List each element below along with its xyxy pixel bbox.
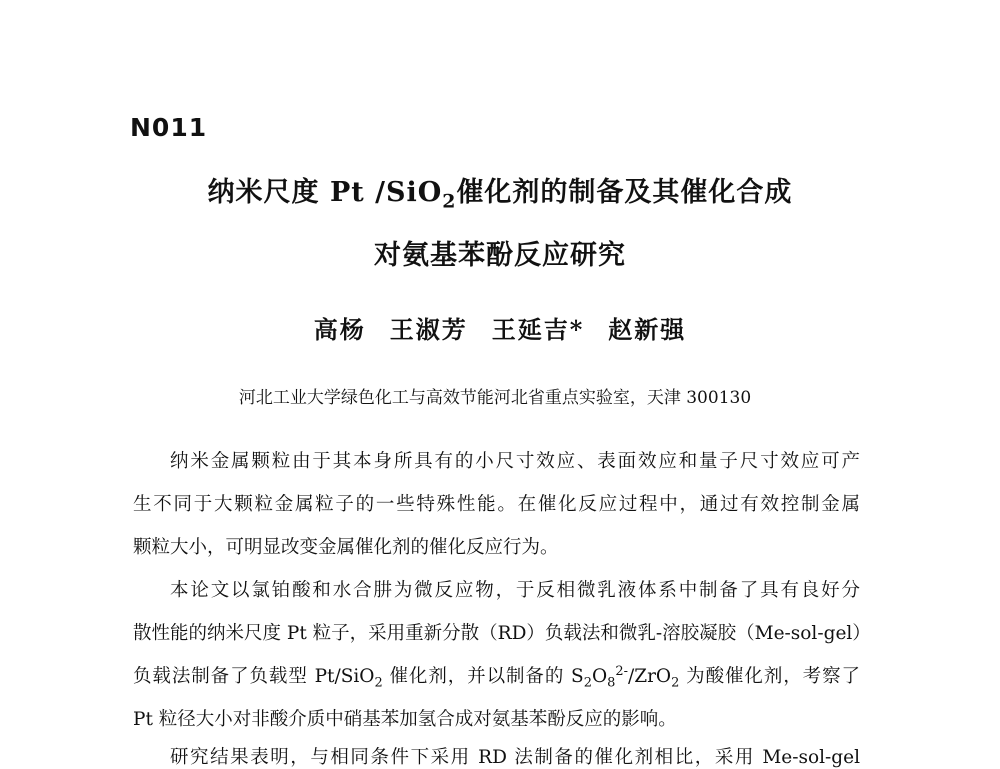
p2-l3-part-a: 负载法制备了负载型 Pt/SiO [133, 666, 375, 687]
p2-l3-sub-3: 8 [607, 675, 616, 691]
author-2: 王淑芳 [389, 315, 468, 344]
paragraph-2-line-2: 散性能的纳米尺度 Pt 粒子，采用重新分散（RD）负载法和微乳-溶胶凝胶（Me-sol-gel） [133, 623, 871, 644]
author-3: 王延吉* [491, 315, 585, 344]
title-line1-part-a: 纳米尺度 Pt /SiO [207, 177, 443, 208]
p2-l3-sub-1: 2 [374, 675, 383, 691]
paragraph-2-line-1: 本论文以氯铂酸和水合肼为微反应物，于反相微乳液体系中制备了具有良好分 [170, 580, 860, 601]
p2-l3-part-e: 为酸催化剂，考察了 [679, 666, 860, 687]
p2-l3-sub-4: 2 [671, 675, 680, 691]
paragraph-2-line-3 [133, 662, 860, 691]
paragraph-1-line-1: 纳米金属颗粒由于其本身所具有的小尺寸效应、表面效应和量子尺寸效应可产 [170, 451, 860, 472]
paragraph-1-line-3: 颗粒大小，可明显改变金属催化剂的催化反应行为。 [133, 537, 559, 558]
affiliation: 河北工业大学绿色化工与高效节能河北省重点实验室，天津 300130 [238, 388, 752, 408]
paragraph-2-line-4: Pt 粒径大小对非酸介质中硝基苯加氢合成对氨基苯酚反应的影响。 [133, 709, 677, 730]
p2-l3-part-c: O [591, 666, 608, 687]
p2-l3-sup: 2- [615, 663, 628, 679]
author-4: 赵新强 [608, 315, 687, 344]
paper-code: N011 [130, 113, 208, 142]
paper-title-line-1 [0, 170, 1000, 212]
paragraph-1-line-2: 生不同于大颗粒金属粒子的一些特殊性能。在催化反应过程中，通过有效控制金属 [133, 494, 860, 515]
p2-l3-part-d: /ZrO [628, 666, 672, 687]
p2-l3-sub-2: 2 [583, 675, 592, 691]
p2-l3-part-b: 催化剂，并以制备的 S [382, 666, 584, 687]
title-line1-subscript: 2 [442, 190, 457, 213]
title-line1-part-b: 催化剂的制备及其催化合成 [456, 177, 793, 208]
paper-title-line-2: 对氨基苯酚反应研究 [374, 240, 626, 271]
author-1: 高杨 [313, 315, 366, 344]
paragraph-3-line-1: 研究结果表明，与相同条件下采用 RD 法制备的催化剂相比，采用 Me-sol-gel [170, 747, 860, 768]
author-list [0, 310, 1000, 345]
